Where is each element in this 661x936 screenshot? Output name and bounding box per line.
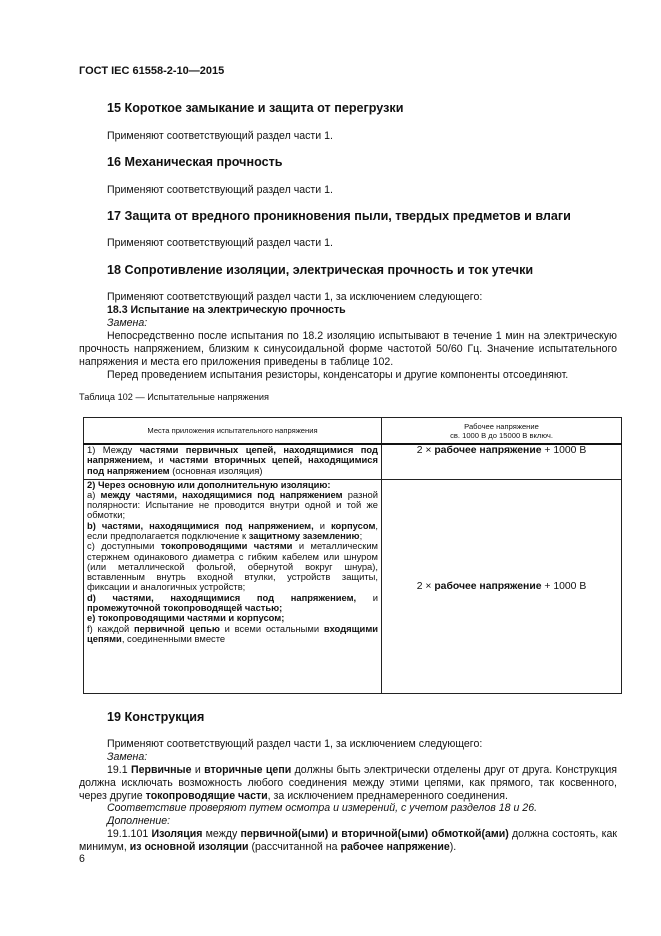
- row-1-locations: [84, 444, 382, 479]
- header-line-1: Рабочее напряжение: [464, 421, 539, 431]
- section-17-text: Применяют соответствующий раздел части 1.: [107, 237, 333, 249]
- row-2-locations: [84, 479, 382, 694]
- clause-19-1: 19.1 Первичные и вторичные цепи должны быть электрически отделены друг от друга. Конструкция должна исключать возможность любого соединения между этими цепями, как прямого, так косвенного, через другие токопроводящие части, за исключением преднамеренного соединения.: [79, 764, 618, 802]
- clause-19-1-101: 19.1.101 Изоляция между первичной(ыми) и вторичной(ыми) обмоткой(ами) должна состоять, как минимум, из основной изоляции (рассчитанной на рабочее напряжение).: [79, 828, 617, 853]
- addition-label: Дополнение:: [107, 815, 171, 827]
- row-2-intro: 2) Через основную или дополнительную изоляцию:: [87, 478, 331, 490]
- table-header-locations: Места приложения испытательного напряжения: [84, 418, 382, 445]
- section-17-title: 17 Защита от вредного проникновения пыли, твердых предметов и влаги: [107, 209, 571, 223]
- row-2-item-a: а) между частями, находящимися под напряжением разной полярности: Испытание не проводится внутри одной и той же обмотки;: [87, 488, 378, 521]
- page-number: 6: [79, 853, 85, 865]
- replacement-label-19: Замена:: [107, 751, 148, 763]
- row-2-item-d: d) частями, находящимися под напряжением, и промежуточной токопроводящей частью;: [87, 591, 378, 614]
- section-18-intro: Применяют соответствующий раздел части 1, за исключением следующего:: [107, 291, 483, 303]
- table-caption: Таблица 102 — Испытательные напряжения: [79, 392, 269, 402]
- row-1-value: 2 × рабочее напряжение + 1000 В: [382, 444, 622, 479]
- section-19-intro: Применяют соответствующий раздел части 1, за исключением следующего:: [107, 738, 483, 750]
- row-2-item-f: f) каждой первичной цепью и всеми остальными входящими цепями, соединенными вместе: [87, 622, 379, 644]
- section-19-title: 19 Конструкция: [107, 710, 205, 724]
- table-row: [84, 444, 622, 479]
- header-line-2: св. 1000 В до 15000 В включ.: [450, 430, 553, 440]
- standard-designation: ГОСТ IEC 61558-2-10—2015: [79, 65, 225, 77]
- section-16-text: Применяют соответствующий раздел части 1.: [107, 184, 333, 196]
- replacement-label: Замена:: [107, 317, 148, 329]
- section-15-title: 15 Короткое замыкание и защита от перегрузки: [107, 101, 404, 115]
- section-18-paragraph: Непосредственно после испытания по 18.2 изоляцию испытывают в течение 1 мин на электрическую прочность напряжением, близким к синусоидальной форме частотой 50/60 Гц. Значение испытательного напряжения и места его приложения приведены в таблице 102.: [79, 330, 617, 368]
- test-voltage-table: [83, 417, 622, 694]
- subsection-18-3-title: 18.3 Испытание на электрическую прочность: [107, 304, 346, 316]
- row-2-item-b: b) частями, находящимися под напряжением, и корпусом, если предполагается подключение к защитному заземлению;: [87, 519, 378, 541]
- row-1-text: 1) Между частями первичных цепей, находящимися под напряжением, и частями вторичных цепей, находящимися под напряжением (основная изоляция): [87, 444, 378, 476]
- row-2-item-e: е) токопроводящими частями и корпусом;: [87, 612, 285, 624]
- row-2-item-c: с) доступными токопроводящими частями и металлическим стержнем одинакового диаметра с гибким кабелем или шнуром (или металлической фольгой, обернутой вокруг шнура), вставленным внутрь входной втулки, устройств защиты, фиксации и аналогичных устройств;: [87, 540, 378, 593]
- compliance-note: Соответствие проверяют путем осмотра и измерений, с учетом разделов 18 и 26.: [107, 802, 538, 814]
- section-16-title: 16 Механическая прочность: [107, 155, 283, 169]
- table-row: [84, 479, 622, 694]
- section-18-paragraph-2: Перед проведением испытания резисторы, конденсаторы и другие компоненты отсоединяют.: [107, 369, 569, 381]
- row-2-value: 2 × рабочее напряжение + 1000 В: [382, 479, 622, 694]
- table-header-working-voltage: [382, 418, 622, 445]
- section-15-text: Применяют соответствующий раздел части 1.: [107, 130, 333, 142]
- section-18-title: 18 Сопротивление изоляции, электрическая прочность и ток утечки: [107, 263, 534, 277]
